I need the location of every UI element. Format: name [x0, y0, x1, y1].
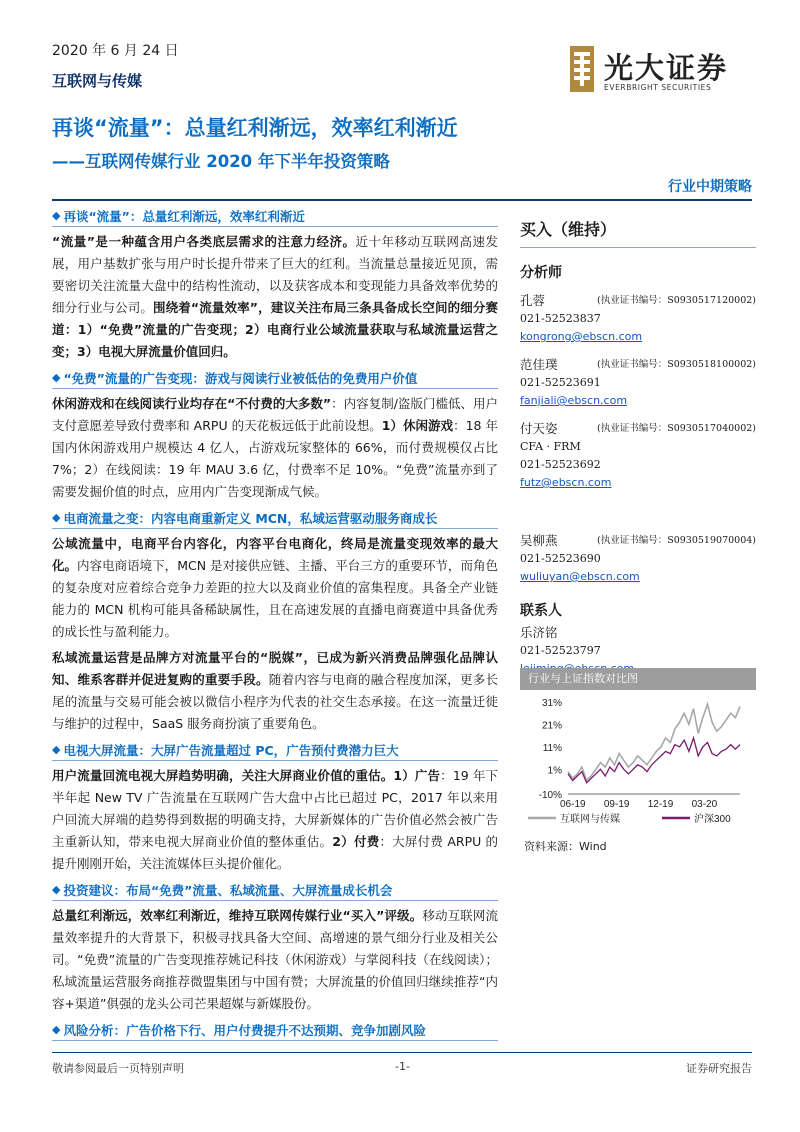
analyst-cert: (执业证书编号：S0930517120002)	[597, 295, 756, 306]
y-tick-label: 11%	[542, 742, 562, 754]
report-title: 再谈“流量”：总量红利渐远，效率红利渐近	[52, 116, 458, 140]
brand-logo	[570, 46, 750, 98]
analyst-phone: 021-52523690	[520, 552, 601, 565]
section-heading	[52, 1019, 498, 1041]
section-paragraph	[52, 533, 498, 643]
diamond-bullet-icon: ◆	[52, 743, 61, 756]
section-heading	[52, 879, 498, 901]
contact-phone: 021-52523797	[520, 644, 601, 657]
analyst-phone: 021-52523691	[520, 376, 601, 389]
info-column	[520, 205, 756, 678]
logo-text-en: EVERBRIGHT SECURITIES	[604, 83, 712, 92]
bold-text: “流量”是一种蕴含用户各类底层需求的注意力经济。	[52, 234, 356, 249]
diamond-bullet-icon: ◆	[52, 209, 61, 222]
body-text: ：内容复制/盗版门槛低、用户支付意愿差导致付费率和 ARPU 的天花板远低于此前设想。	[52, 396, 499, 433]
section-heading	[52, 205, 498, 227]
contact-name: 乐济铭	[520, 625, 558, 640]
rating: 买入（维持）	[520, 220, 617, 239]
analyst-name: 付天姿	[520, 421, 558, 436]
analyst-card	[520, 356, 756, 410]
footer-disclaimer: 敬请参阅最后一页特别声明	[52, 1062, 184, 1075]
diamond-bullet-icon: ◆	[52, 511, 61, 524]
body-text: ：大屏付费 ARPU 的提升刚刚开始，关注流媒体巨头提价催化。	[52, 834, 498, 871]
section-paragraph	[52, 905, 498, 1015]
y-tick-label: 1%	[547, 765, 562, 777]
bold-text: 2）付费	[332, 834, 380, 849]
body-text: ：19 年下半年起 New TV 广告流量在互联网广告大盘中占比已超过 PC，2017 年以来用户回流大屏端的趋势得到数据的明确支持，大屏新媒体的广告价值必然会被广告主重新认知，带来电视大屏商业价值的整体重估。	[52, 768, 498, 849]
diamond-bullet-icon: ◆	[52, 1023, 61, 1036]
bold-text: 公域流量中，电商平台内容化，内容平台电商化，终局是流量变现效率的最大化。	[52, 536, 498, 573]
analyst-cert: (执业证书编号：S0930519070004)	[597, 535, 756, 546]
section-paragraph	[52, 393, 498, 503]
bold-text: 围绕着“流量效率”，建议关注布局三条具备成长空间的细分赛道：1）“免费”流量的广告变现；2）电商行业公域流量获取与私域流量运营之变；3）电视大屏流量价值回归。	[52, 300, 498, 359]
x-tick-label: 06-19	[560, 799, 586, 810]
body-text: 随着内容与电商的融合程度加深，更多长尾的流量与交易可能会被以微信小程序为代表的社交生态承接。在这一流量迁徙与维护的过程中，SaaS 服务商扮演了重要角色。	[52, 672, 498, 731]
diamond-bullet-icon: ◆	[52, 883, 61, 896]
analyst-email[interactable]: wuliuyan@ebscn.com	[520, 570, 640, 583]
report-category: 互联网与传媒	[52, 72, 143, 90]
x-tick-label: 09-19	[603, 799, 630, 810]
analyst-cert: (执业证书编号：S0930518100002)	[597, 359, 756, 370]
section-paragraph	[52, 647, 498, 735]
contacts-label: 联系人	[520, 603, 562, 619]
section-heading	[52, 367, 498, 389]
section-heading-text: 再谈“流量”：总量红利渐远，效率红利渐近	[63, 208, 305, 224]
body-text: 内容电商语境下，MCN 是对接供应链、主播、平台三方的重要环节，而角色的复杂度对应着综合竞争力差距的拉大以及商业价值的富集程度。具备全产业链能力的 MCN 机构可能具备稀缺属性，且在高速发展的直播电商赛道中具备优秀的成长性与盈利能力。	[52, 558, 498, 639]
analyst-name: 吴柳燕	[520, 533, 558, 548]
analyst-credentials: CFA · FRM	[520, 440, 581, 453]
section-heading-text: 风险分析：广告价格下行、用户付费提升不达预期、竞争加剧风险	[63, 1022, 426, 1038]
chart-title: 行业与上证指数对比图	[520, 668, 756, 690]
report-date: 2020 年 6 月 24 日	[52, 43, 179, 59]
analyst-email[interactable]: futz@ebscn.com	[520, 476, 612, 489]
x-tick-label: 03-20	[691, 799, 718, 810]
section-heading	[52, 507, 498, 529]
y-tick-label: 31%	[541, 698, 562, 709]
legend-label: 互联网与传媒	[560, 814, 620, 825]
rating-divider	[520, 247, 756, 248]
analyst-cert: (执业证书编号：S0930517040002)	[597, 423, 756, 434]
analyst-phone: 021-52523692	[520, 458, 601, 471]
page-number: -1-	[395, 1060, 410, 1073]
bold-text: 总量红利渐远，效率红利渐近，维持互联网传媒行业“买入”评级。	[52, 908, 423, 923]
body-text: 移动互联网流量效率提升的大背景下，积极寻找具备大空间、高增速的景气细分行业及相关公司。“免费”流量的广告变现推荐姚记科技（休闲游戏）与掌阅科技（在线阅读）；私域流量运营服务商推荐微盟集团与中国有赞；大屏流量的价值回归继续推荐“内容+渠道”俱强的龙头公司芒果超媒与新媒股份。	[52, 908, 498, 1011]
section-heading-text: 电视大屏流量：大屏广告流量超过 PC，广告预付费潜力巨大	[63, 742, 399, 758]
section-heading-text: 投资建议：布局“免费”流量、私域流量、大屏流量成长机会	[63, 882, 393, 898]
section-heading	[52, 739, 498, 761]
analyst-card	[520, 292, 756, 346]
legend-label: 沪深300	[694, 814, 731, 825]
report-type: 行业中期策略	[668, 179, 752, 195]
section-heading-text: “免费”流量的广告变现：游戏与阅读行业被低估的免费用户价值	[63, 370, 418, 386]
chart-canvas	[520, 694, 756, 834]
analyst-name: 孔蓉	[520, 293, 546, 308]
series-line-internet-media	[568, 704, 740, 780]
analyst-card	[520, 420, 756, 492]
footer-report-label: 证券研究报告	[686, 1062, 752, 1075]
analyst-email[interactable]: fanjiali@ebscn.com	[520, 394, 628, 407]
section-heading-text: 电商流量之变：内容电商重新定义 MCN，私域运营驱动服务商成长	[63, 510, 438, 526]
bold-text: 私域流量运营是品牌方对流量平台的“脱媒”，已成为新兴消费品牌强化品牌认知、维系客群并促进复购的重要手段。	[52, 650, 498, 687]
y-tick-label: -10%	[538, 790, 562, 801]
analyst-card	[520, 532, 756, 586]
bold-text: 用户流量回流电视大屏趋势明确，关注大屏商业价值的重估。1）广告	[52, 768, 441, 783]
series-line-hs300	[568, 738, 740, 783]
index-comparison-chart	[520, 668, 756, 864]
diamond-bullet-icon: ◆	[52, 371, 61, 384]
analysts-label: 分析师	[520, 265, 562, 281]
bold-text: 休闲游戏和在线阅读行业均存在“不付费的大多数”	[52, 396, 332, 411]
everbright-logo-icon	[570, 46, 594, 92]
body-text: ：18 年国内休闲游戏用户规模达 4 亿人，占游戏玩家整体的 66%，而付费规模仅占比 7%；2）在线阅读：19 年 MAU 3.6 亿，付费率不足 10%。“免费”流量亦到了需要发掘价值的时点，应用内广告变现渐成气候。	[52, 418, 498, 499]
y-tick-label: 21%	[541, 720, 562, 732]
section-paragraph	[52, 231, 498, 363]
logo-text-cn: 光大证券	[604, 51, 729, 85]
report-subtitle: ——互联网传媒行业 2020 年下半年投资策略	[52, 152, 390, 171]
summary-column	[52, 205, 498, 1045]
footer-divider	[52, 1052, 752, 1053]
header-divider	[52, 199, 752, 201]
section-paragraph	[52, 765, 498, 875]
body-text: 近十年移动互联网高速发展，用户基数扩张与用户时长提升带来了巨大的红利。当流量总量接近见顶，需要密切关注流量大盘中的结构性流动，以及获客成本和变现能力具备效率优势的细分行业与公司。	[52, 234, 498, 315]
analyst-name: 范佳璞	[520, 357, 558, 372]
chart-source: 资料来源：Wind	[524, 840, 607, 853]
bold-text: 1）休闲游戏	[381, 418, 454, 433]
analyst-phone: 021-52523837	[520, 312, 601, 325]
analyst-email[interactable]: kongrong@ebscn.com	[520, 330, 643, 343]
x-tick-label: 12-19	[647, 799, 674, 810]
